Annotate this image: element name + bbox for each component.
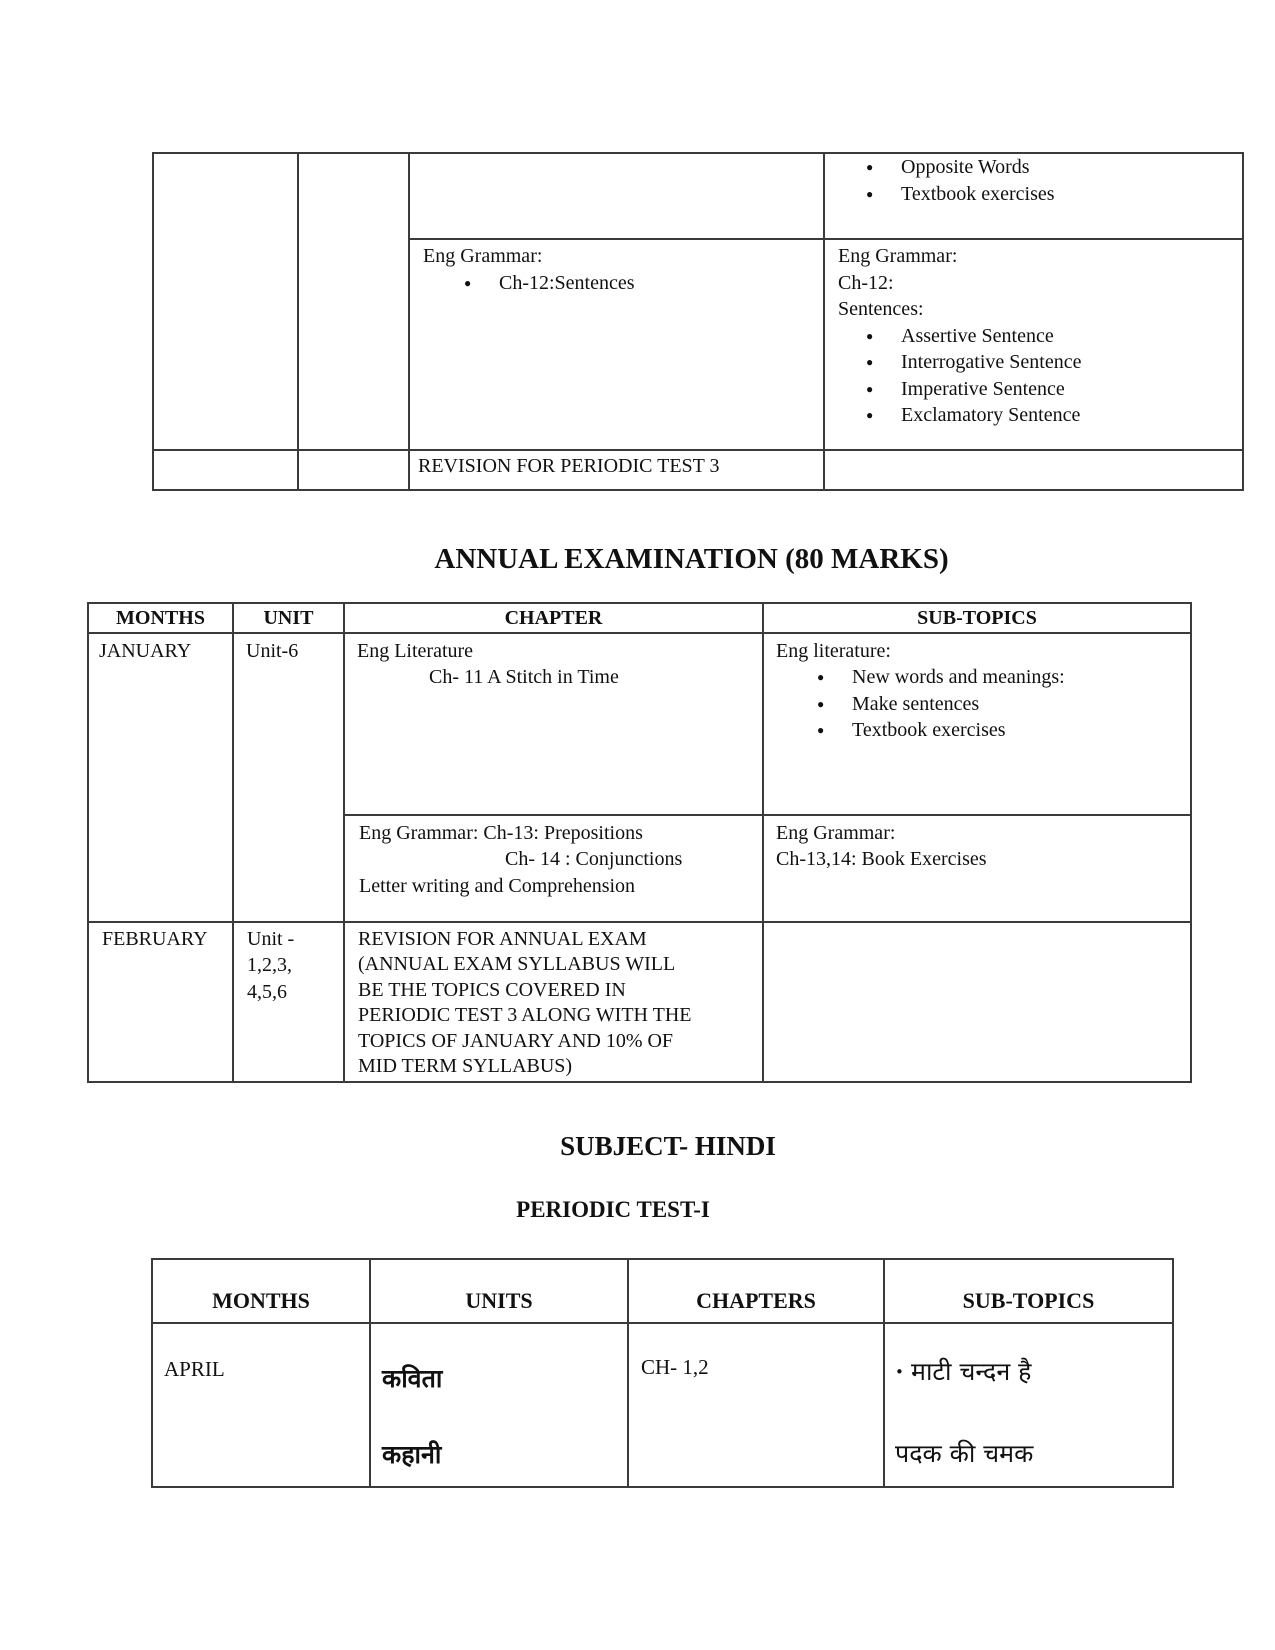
chapter-line: Eng Grammar: Ch-13: Prepositions xyxy=(359,821,643,844)
chapters-cell xyxy=(628,1323,884,1487)
list-item xyxy=(885,1324,1172,1389)
hindi-periodic-table xyxy=(151,1258,1174,1488)
subtopic-text-hindi: पदक की चमक xyxy=(895,1439,1034,1468)
unit-cell-empty xyxy=(298,153,409,450)
month-cell xyxy=(88,922,233,1082)
chapter-line: REVISION FOR ANNUAL EXAM xyxy=(358,927,647,950)
subtopic-text-hindi: माटी चन्दन है xyxy=(911,1357,1032,1386)
chapter-line: Ch- 14 : Conjunctions xyxy=(505,848,683,870)
list-item xyxy=(764,717,1190,744)
bullet-icon: ● xyxy=(866,355,874,369)
subtopic-text: Make sentences xyxy=(852,692,980,715)
subtopics-line: Eng Grammar: xyxy=(776,821,896,844)
bullet-icon: • xyxy=(895,1363,904,1381)
bullet-icon: ● xyxy=(817,670,825,684)
subtopics-cell xyxy=(763,633,1191,815)
units-cell xyxy=(370,1323,628,1487)
chapter-cell xyxy=(344,633,763,815)
subtopic-text: Opposite Words xyxy=(901,156,1030,178)
list-item xyxy=(825,154,1242,181)
annual-exam-heading: ANNUAL EXAMINATION (80 MARKS) xyxy=(434,543,949,575)
bullet-icon: ● xyxy=(866,186,874,201)
subtopics-cell xyxy=(884,1323,1173,1487)
chapter-bullet-text: Ch-12:Sentences xyxy=(499,271,635,294)
revision-cell xyxy=(409,450,824,490)
bullet-icon: ● xyxy=(866,381,874,396)
subject-hindi-heading: SUBJECT- HINDI xyxy=(560,1131,776,1161)
list-item xyxy=(825,402,1242,429)
unit-cell xyxy=(233,633,344,922)
table-row xyxy=(88,922,1191,1082)
list-item xyxy=(825,349,1242,376)
chapter-cell xyxy=(344,815,763,922)
annual-exam-table xyxy=(87,602,1192,1083)
column-header-chapters: CHAPTERS xyxy=(628,1259,884,1323)
subtopics-line: Ch-13,14: Book Exercises xyxy=(776,848,987,870)
month-cell xyxy=(152,1323,370,1487)
column-header-unit: UNIT xyxy=(233,603,344,633)
subtopics-line: Eng Grammar: xyxy=(838,245,958,267)
column-header-subtopics: SUB-TOPICS xyxy=(884,1259,1173,1323)
chapter-line: PERIODIC TEST 3 ALONG WITH THE xyxy=(358,1004,692,1026)
bullet-icon: ● xyxy=(817,696,825,711)
subtopics-cell-empty xyxy=(824,450,1243,490)
chapter-cell xyxy=(409,239,824,450)
continuation-table xyxy=(152,152,1244,491)
subtopics-cell xyxy=(763,815,1191,922)
unit-cell-empty xyxy=(298,450,409,490)
header-row xyxy=(152,1259,1173,1323)
subtopic-text: New words and meanings: xyxy=(852,666,1065,688)
subtopic-text: Assertive Sentence xyxy=(901,324,1054,347)
column-header-chapter: CHAPTER xyxy=(344,603,763,633)
bullet-icon: ● xyxy=(866,160,874,174)
chapter-line: Letter writing and Comprehension xyxy=(359,874,636,897)
subtopic-text: Textbook exercises xyxy=(901,182,1055,205)
chapter-title: Eng Grammar: xyxy=(423,245,543,267)
column-header-subtopics: SUB-TOPICS xyxy=(763,603,1191,633)
unit-text: Unit-6 xyxy=(246,639,299,662)
chapter-line: TOPICS OF JANUARY AND 10% OF xyxy=(358,1029,674,1052)
chapter-cell-empty xyxy=(409,153,824,239)
unit-line: 4,5,6 xyxy=(247,980,287,1003)
periodic-test-heading: PERIODIC TEST-I xyxy=(516,1197,710,1222)
chapters-text: CH- 1,2 xyxy=(641,1355,709,1379)
month-cell xyxy=(88,633,233,922)
table-row xyxy=(88,633,1191,815)
subtopic-text: Imperative Sentence xyxy=(901,377,1065,400)
subtopics-line: Sentences: xyxy=(838,298,924,320)
chapter-line: Ch- 11 A Stitch in Time xyxy=(429,666,619,688)
header-row xyxy=(88,603,1191,633)
month-cell-empty xyxy=(153,153,298,450)
subtopic-text: Textbook exercises xyxy=(852,719,1006,741)
subtopics-title: Eng literature: xyxy=(776,639,891,662)
list-item xyxy=(825,323,1242,350)
table-row xyxy=(153,450,1243,490)
subtopics-cell xyxy=(824,239,1243,450)
bullet-icon: ● xyxy=(817,723,825,737)
revision-text: REVISION FOR PERIODIC TEST 3 xyxy=(418,455,720,477)
subtopic-text: Interrogative Sentence xyxy=(901,351,1082,373)
bullet-icon: ● xyxy=(464,275,472,290)
month-text: JANUARY xyxy=(99,639,192,662)
table-row xyxy=(153,153,1243,239)
bullet-icon: ● xyxy=(866,408,874,422)
chapter-cell xyxy=(344,922,763,1082)
subtopic-text: Exclamatory Sentence xyxy=(901,404,1081,426)
list-item xyxy=(764,691,1190,718)
list-item xyxy=(764,664,1190,691)
column-header-months: MONTHS xyxy=(88,603,233,633)
month-text: FEBRUARY xyxy=(102,927,208,950)
unit-cell xyxy=(233,922,344,1082)
chapter-line: MID TERM SYLLABUS) xyxy=(358,1055,573,1077)
unit-line: Unit - xyxy=(247,927,295,950)
subtopics-cell-empty xyxy=(763,922,1191,1082)
chapter-line: Eng Literature xyxy=(357,639,474,662)
unit-line: 1,2,3, xyxy=(247,954,292,976)
unit-text-hindi: कविता xyxy=(382,1364,443,1393)
month-text: APRIL xyxy=(164,1357,225,1381)
month-cell-empty xyxy=(153,450,298,490)
column-header-units: UNITS xyxy=(370,1259,628,1323)
chapter-line: BE THE TOPICS COVERED IN xyxy=(358,978,626,1001)
subtopics-cell xyxy=(824,153,1243,239)
list-item xyxy=(410,270,823,297)
subtopics-line: Ch-12: xyxy=(838,271,894,294)
list-item xyxy=(825,181,1242,208)
chapter-line: (ANNUAL EXAM SYLLABUS WILL xyxy=(358,953,676,975)
table-row xyxy=(152,1323,1173,1487)
unit-text-hindi: कहानी xyxy=(382,1440,442,1469)
column-header-months: MONTHS xyxy=(152,1259,370,1323)
bullet-icon: ● xyxy=(866,328,874,343)
list-item xyxy=(825,376,1242,403)
